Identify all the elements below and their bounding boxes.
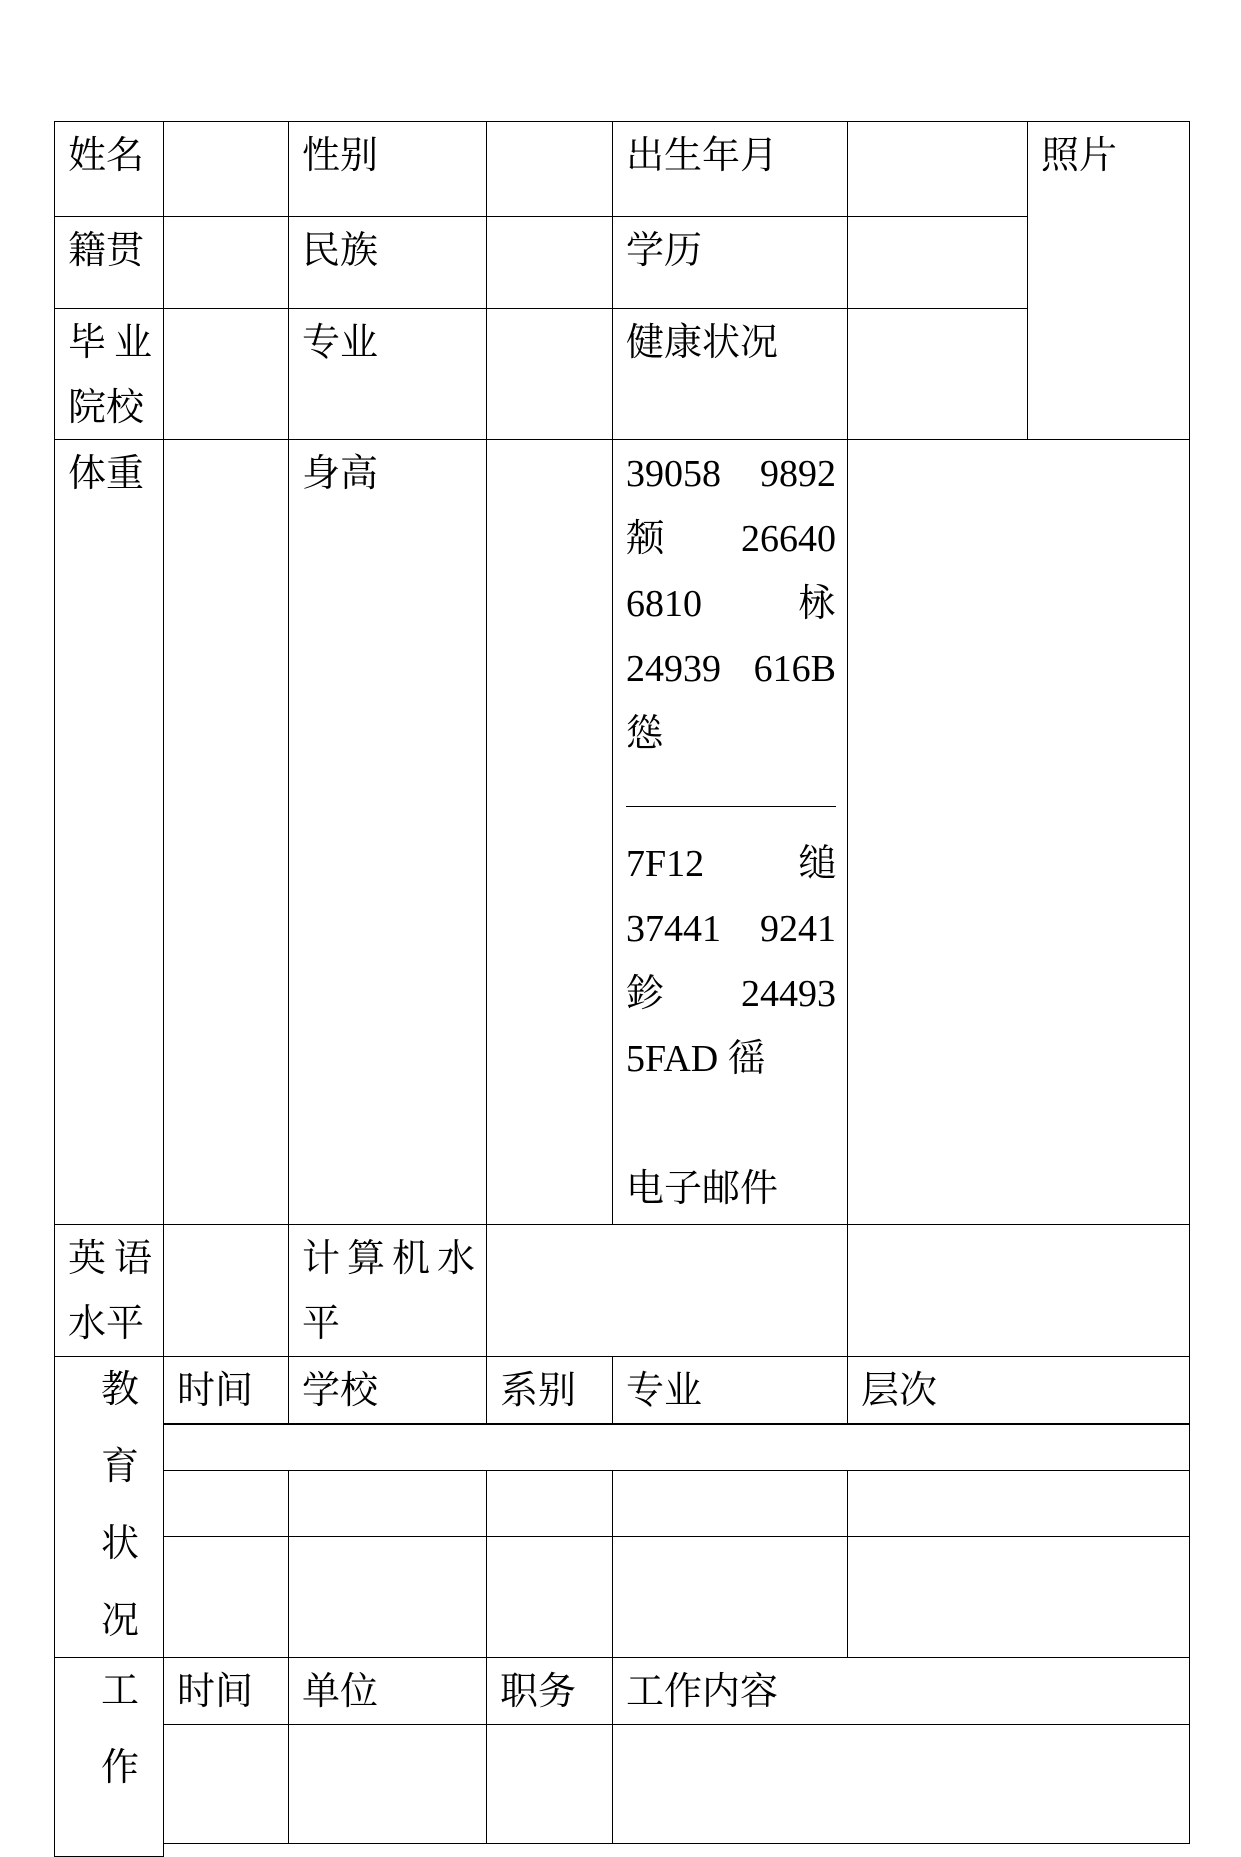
contact-code-line: 39058 9892 [626,453,836,495]
contact-info-cell [612,439,848,1225]
health-status-label: 健康状况 [612,308,848,440]
computer-level-extra-field[interactable] [847,1224,1190,1357]
edu-header-time: 时间 [163,1356,289,1424]
ethnicity-field[interactable] [486,216,613,309]
edu-row-1-major[interactable] [612,1470,848,1537]
separator-line [626,767,836,832]
email-label: 电子邮件 [626,1168,779,1210]
education-level-label: 学历 [612,216,848,309]
contact-code-line: 慫 [626,713,665,755]
edu-row-1-time[interactable] [163,1470,289,1537]
major-field[interactable] [486,308,613,440]
computer-level-field[interactable] [486,1224,848,1357]
name-field[interactable] [163,121,289,217]
edu-row-2-major[interactable] [612,1536,848,1658]
edu-row-2-time[interactable] [163,1536,289,1658]
edu-row-2-level[interactable] [847,1536,1190,1658]
contact-code-line: 鉁 24493 [626,973,836,1015]
contact-code-line: 6810 栐 [626,583,836,625]
gender-label: 性别 [288,121,487,217]
graduate-school-label: 毕业院校 [54,308,164,440]
native-place-label: 籍贯 [54,216,164,309]
work-row-1-position[interactable] [486,1724,613,1844]
edu-row-1-level[interactable] [847,1470,1190,1537]
computer-level-label: 计算机水平 [288,1224,487,1357]
work-row-1-employer[interactable] [288,1724,487,1844]
birth-date-field[interactable] [847,121,1028,217]
edu-blank-row[interactable] [163,1423,1190,1471]
gender-field[interactable] [486,121,613,217]
work-header-employer: 单位 [288,1657,487,1725]
education-level-field[interactable] [847,216,1028,309]
blank-line [626,1092,836,1157]
work-header-time: 时间 [163,1657,289,1725]
contact-code-line: 37441 9241 [626,908,836,950]
edu-header-major: 专业 [612,1356,848,1424]
work-row-1-duties[interactable] [612,1724,1190,1844]
weight-label: 体重 [54,439,164,1225]
english-level-field[interactable] [163,1224,289,1357]
english-level-label: 英语水平 [54,1224,164,1357]
native-place-field[interactable] [163,216,289,309]
edu-row-1-department[interactable] [486,1470,613,1537]
education-section-label: 教育状况 [101,1369,140,1642]
contact-info-field[interactable] [847,439,1190,1225]
work-header-position: 职务 [486,1657,613,1725]
ethnicity-label: 民族 [288,216,487,309]
health-status-field[interactable] [847,308,1028,440]
edu-row-1-school[interactable] [288,1470,487,1537]
contact-code-line: 5FAD 徭 [626,1038,766,1080]
edu-row-2-school[interactable] [288,1536,487,1658]
photo-box: 照片 [1027,121,1190,440]
height-label: 身高 [288,439,487,1225]
major-label: 专业 [288,308,487,440]
work-row-1-time[interactable] [163,1724,289,1844]
edu-header-school: 学校 [288,1356,487,1424]
graduate-school-field[interactable] [163,308,289,440]
contact-code-line: 7F12 缒 [626,843,836,885]
edu-row-2-department[interactable] [486,1536,613,1658]
birth-date-label: 出生年月 [612,121,848,217]
separator-rule [626,806,836,807]
edu-header-department: 系别 [486,1356,613,1424]
work-header-duties: 工作内容 [612,1657,1190,1725]
work-section-cell [54,1657,164,1857]
education-section-cell [54,1356,164,1658]
contact-code-line: 颒 26640 [626,518,836,560]
work-section-label: 工作 [101,1670,140,1789]
height-field[interactable] [486,439,613,1225]
name-label: 姓名 [54,121,164,217]
weight-field[interactable] [163,439,289,1225]
contact-code-line: 24939 616B [626,648,836,690]
edu-header-level: 层次 [847,1356,1190,1424]
